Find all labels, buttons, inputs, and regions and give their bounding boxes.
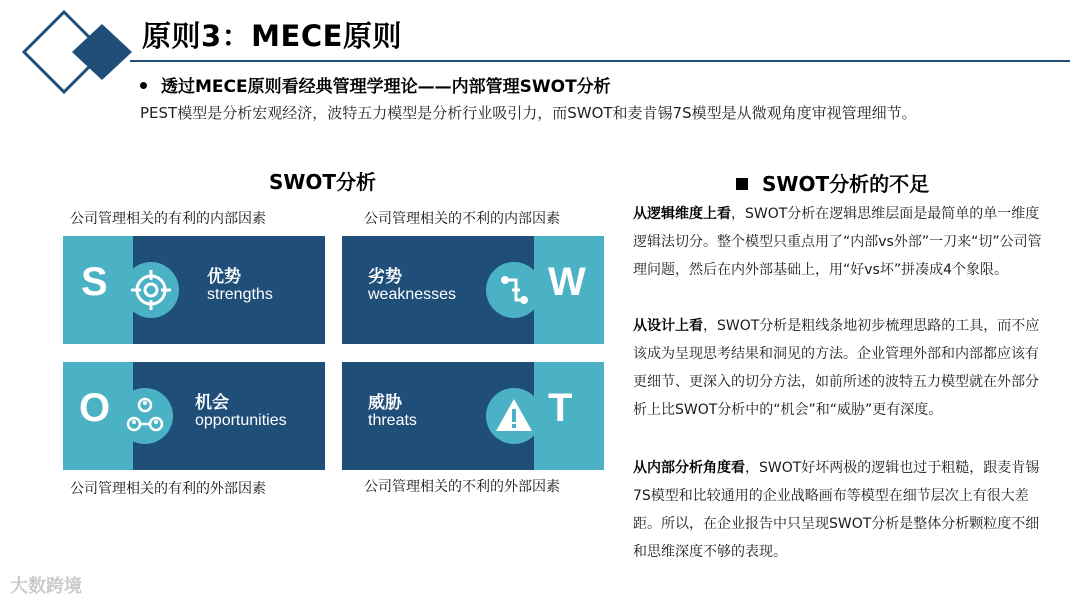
- people-network-icon: [117, 388, 173, 444]
- card-title-en: weaknesses: [368, 286, 457, 303]
- card-title-cn: 机会: [195, 393, 229, 413]
- card-title-en: opportunities: [195, 412, 287, 429]
- card-letter: W: [548, 260, 586, 304]
- label-top-right: 公司管理相关的不利的内部因素: [364, 211, 560, 227]
- bullet-dot: [140, 82, 147, 89]
- para-text: ，SWOT分析在逻辑思维层面是最简单的单一维度逻辑法切分。整个模型只重点用了“内部vs外部”一刀来“切”公司管理问题，然后在内外部基础上，用“好vs坏”拼凑成4个象限。: [633, 206, 1042, 278]
- page-title: 原则3：MECE原则: [142, 19, 402, 53]
- intro-heading-text: 透过MECE原则看经典管理学理论——内部管理SWOT分析: [161, 77, 611, 97]
- para-lead: 从逻辑维度上看: [633, 206, 731, 222]
- swot-card-threats: [342, 362, 604, 470]
- card-title-en: strengths: [207, 286, 273, 303]
- card-title-cn: 威胁: [368, 393, 402, 413]
- square-bullet-icon: [736, 178, 748, 190]
- warning-icon: [486, 388, 542, 444]
- swot-card-weaknesses: [342, 236, 604, 344]
- swot-card-strengths: [63, 236, 325, 344]
- flowchart-icon: [486, 262, 542, 318]
- label-bottom-right: 公司管理相关的不利的外部因素: [364, 479, 560, 495]
- card-letter: O: [79, 386, 111, 430]
- label-bottom-left: 公司管理相关的有利的外部因素: [70, 481, 266, 497]
- para-text: ，SWOT好坏两极的逻辑也过于粗糙，跟麦肯锡7S模型和比较通用的企业战略画布等模型在细节层次上有很大差距。所以，在企业报告中只呈现SWOT分析是整体分析颗粒度不细和思维深度不够的表现。: [633, 460, 1040, 560]
- shortcoming-internal: [633, 454, 1043, 566]
- card-title-en: threats: [368, 412, 417, 429]
- card-title-cn: 劣势: [368, 267, 402, 287]
- shortcoming-logic: [633, 200, 1043, 284]
- shortcomings-heading-text: SWOT分析的不足: [762, 172, 930, 196]
- watermark: 大数跨境: [10, 576, 82, 597]
- target-icon: [123, 262, 179, 318]
- shortcoming-design: [633, 312, 1043, 424]
- card-title-cn: 优势: [207, 267, 241, 287]
- shortcomings-heading: [736, 168, 929, 197]
- label-top-left: 公司管理相关的有利的内部因素: [70, 211, 266, 227]
- card-letter: T: [548, 386, 573, 430]
- logo-diamonds: [16, 8, 136, 98]
- para-lead: 从设计上看: [633, 318, 703, 334]
- swot-card-opportunities: [63, 362, 325, 470]
- swot-title: SWOT分析: [268, 170, 377, 194]
- intro-heading: [140, 72, 611, 97]
- intro-text: PEST模型是分析宏观经济，波特五力模型是分析行业吸引力，而SWOT和麦肯锡7S模型是从微观角度审视管理细节。: [140, 104, 917, 122]
- title-divider: [130, 60, 1070, 62]
- para-lead: 从内部分析角度看: [633, 460, 745, 476]
- card-letter: S: [81, 260, 108, 304]
- para-text: ，SWOT分析是粗线条地初步梳理思路的工具，而不应该成为呈现思考结果和洞见的方法。企业管理外部和内部都应该有更细节、更深入的切分方法，如前所述的波特五力模型就在外部分析上比SWOT分析中的“机会”和“威胁”更有深度。: [633, 318, 1040, 418]
